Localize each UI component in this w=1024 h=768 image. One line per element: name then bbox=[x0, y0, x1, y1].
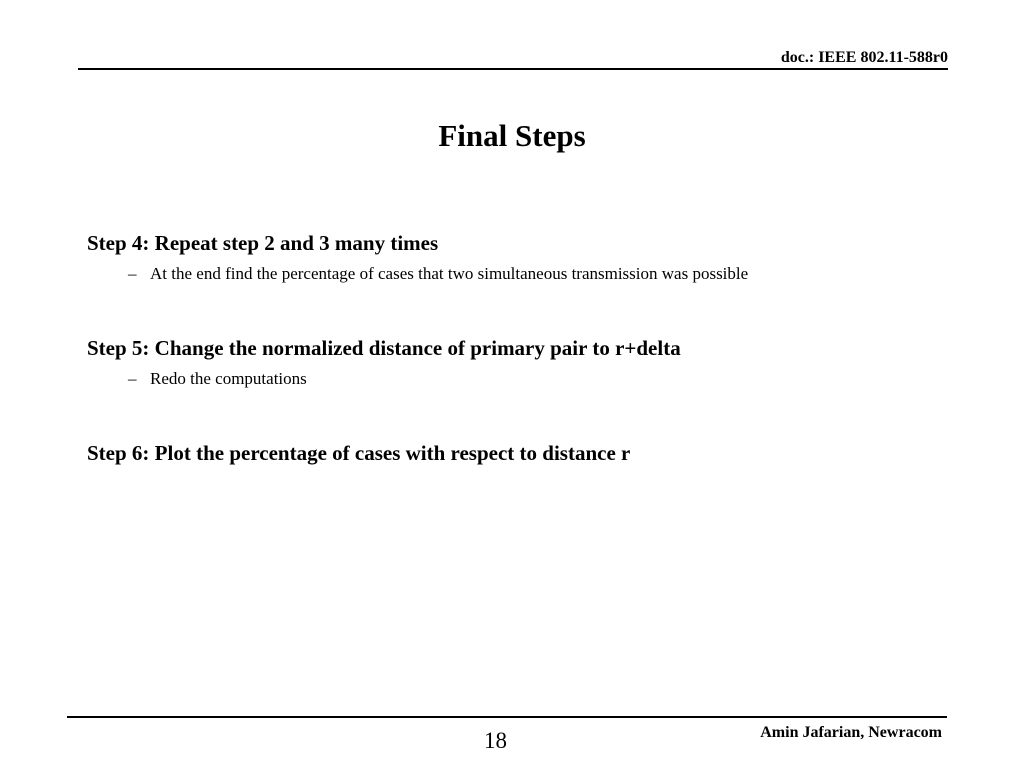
step-5-heading: Step 5: Change the normalized distance of primary pair to r+delta bbox=[87, 336, 681, 360]
step-5 bbox=[87, 334, 967, 439]
step-4-subitems bbox=[87, 263, 967, 285]
document-id: doc.: IEEE 802.11-588r0 bbox=[780, 49, 948, 66]
footer-divider bbox=[67, 716, 947, 718]
step-4 bbox=[87, 229, 967, 334]
step-5-subitem bbox=[87, 368, 967, 390]
step-4-heading: Step 4: Repeat step 2 and 3 many times bbox=[87, 231, 439, 255]
step-4-subitem bbox=[87, 263, 967, 285]
author-credit: Amin Jafarian, Newracom bbox=[760, 724, 942, 741]
dash-bullet: – bbox=[128, 264, 137, 283]
dash-bullet: – bbox=[128, 369, 137, 388]
step-6 bbox=[87, 439, 967, 467]
header-divider bbox=[78, 68, 948, 70]
steps-list bbox=[87, 229, 967, 467]
step-6-heading: Step 6: Plot the percentage of cases with respect to distance r bbox=[87, 441, 631, 465]
step-5-subitem-text: Redo the computations bbox=[150, 369, 307, 388]
page-number: 18 bbox=[484, 728, 507, 753]
slide-title: Final Steps bbox=[438, 118, 586, 153]
step-5-subitems bbox=[87, 368, 967, 390]
step-4-subitem-text: At the end find the percentage of cases that two simultaneous transmission was possible bbox=[150, 264, 749, 283]
